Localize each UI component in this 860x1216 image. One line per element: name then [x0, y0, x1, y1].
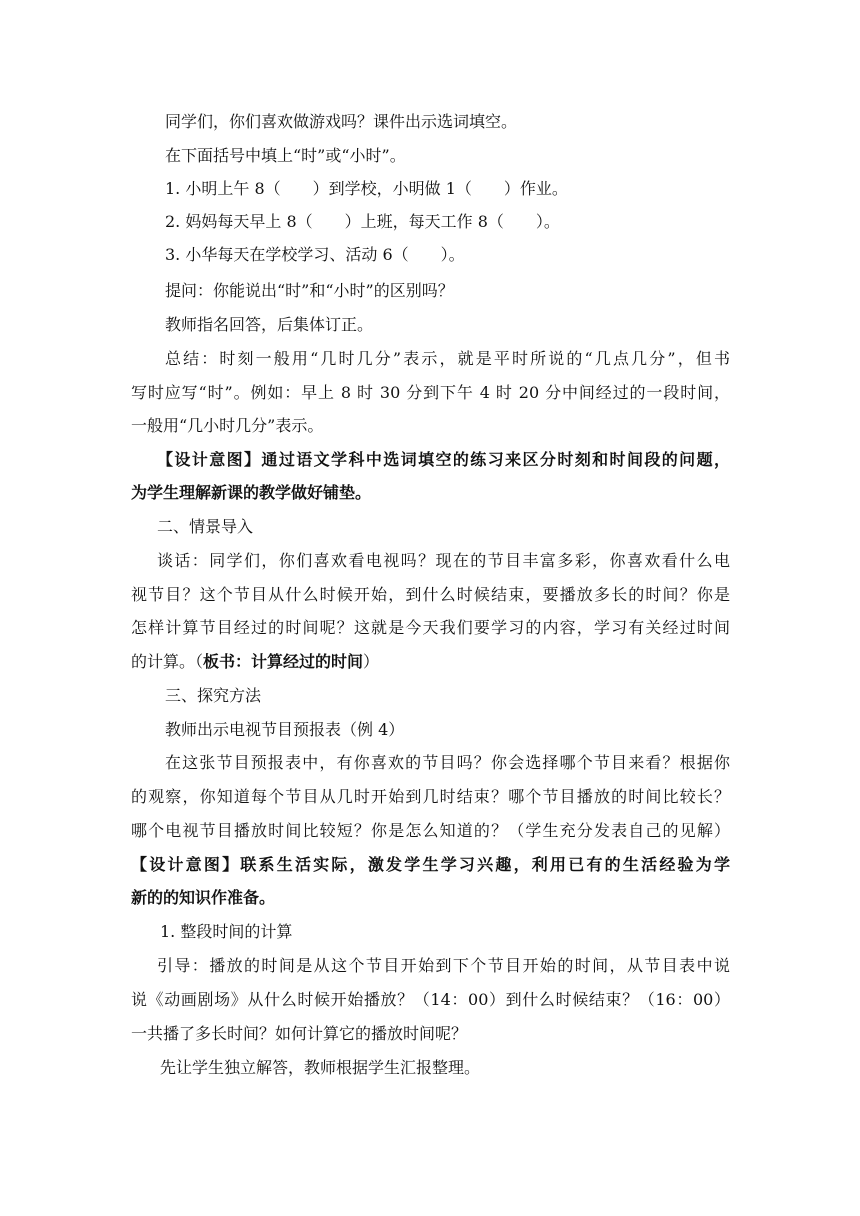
- design-intent-line: 【设计意图】通过语文学科中选词填空的练习来区分时刻和时间段的问题，: [157, 450, 730, 469]
- summary-line: 一般用“几小时几分”表示。: [131, 416, 324, 435]
- instruction-line: 在下面括号中填上“时”或“小时”。: [165, 146, 406, 165]
- paragraph-line: 在这张节目预报表中，有你喜欢的节目吗？你会选择哪个节目来看？根据你: [165, 753, 730, 772]
- text-run: 的计算。（: [131, 652, 204, 671]
- paragraph-line: 说《动画剧场》从什么时候开始播放？（14：00）到什么时候结束？（16：00）: [131, 990, 730, 1009]
- blackboard-note: 板书：计算经过的时间: [203, 652, 364, 671]
- paragraph-line: 视节目？这个节目从什么时候开始，到什么时候结束，要播放多长的时间？你是: [131, 585, 730, 604]
- paragraph-line: 先让学生独立解答，教师根据学生汇报整理。: [160, 1058, 481, 1077]
- section-heading: 三、探究方法: [165, 686, 262, 705]
- summary-line: 写时应写“时”。例如：早上 8 时 30 分到下午 4 时 20 分中间经过的一段时间，: [131, 383, 730, 402]
- section-heading: 二、情景导入: [157, 517, 254, 536]
- exercise-item: 3. 小华每天在学校学习、活动 6（ ）。: [165, 245, 465, 264]
- paragraph-line: [131, 654, 379, 670]
- summary-line: 总结：时刻一般用“几时几分”表示，就是平时所说的“几点几分”，但书: [165, 349, 730, 368]
- subsection-heading: 1. 整段时间的计算: [160, 922, 293, 941]
- paragraph-line: 哪个电视节目播放时间比较短？你是怎么知道的？（学生充分发表自己的见解）: [131, 821, 730, 840]
- exercise-item: 2. 妈妈每天早上 8（ ）上班，每天工作 8（ ）。: [165, 212, 560, 231]
- text-run: ）: [363, 652, 380, 671]
- design-intent-line: 为学生理解新课的教学做好铺垫。: [131, 483, 372, 502]
- intro-line: 同学们，你们喜欢做游戏吗？课件出示选词填空。: [165, 112, 518, 131]
- paragraph-line: 怎样计算节目经过的时间呢？这就是今天我们要学习的内容，学习有关经过时间: [131, 618, 730, 637]
- design-intent-line: 新的的知识作准备。: [131, 888, 276, 907]
- paragraph-line: 谈话：同学们，你们喜欢看电视吗？现在的节目丰富多彩，你喜欢看什么电: [157, 551, 730, 570]
- paragraph-line: 一共播了多长时间？如何计算它的播放时间呢？: [131, 1024, 468, 1043]
- design-intent-line: 【设计意图】联系生活实际，激发学生学习兴趣，利用已有的生活经验为学: [131, 855, 730, 874]
- paragraph-line: 教师指名回答，后集体订正。: [165, 315, 374, 334]
- paragraph-line: 的观察，你知道每个节目从几时开始到几时结束？哪个节目播放的时间比较长？: [131, 787, 730, 806]
- paragraph-line: 教师出示电视节目预报表（例 4）: [165, 720, 405, 739]
- exercise-item: 1. 小明上午 8（ ）到学校，小明做 1（ ）作业。: [165, 179, 568, 198]
- question-line: 提问：你能说出“时”和“小时”的区别吗？: [165, 281, 454, 300]
- paragraph-line: 引导：播放的时间是从这个节目开始到下个节目开始的时间，从节目表中说: [157, 956, 730, 975]
